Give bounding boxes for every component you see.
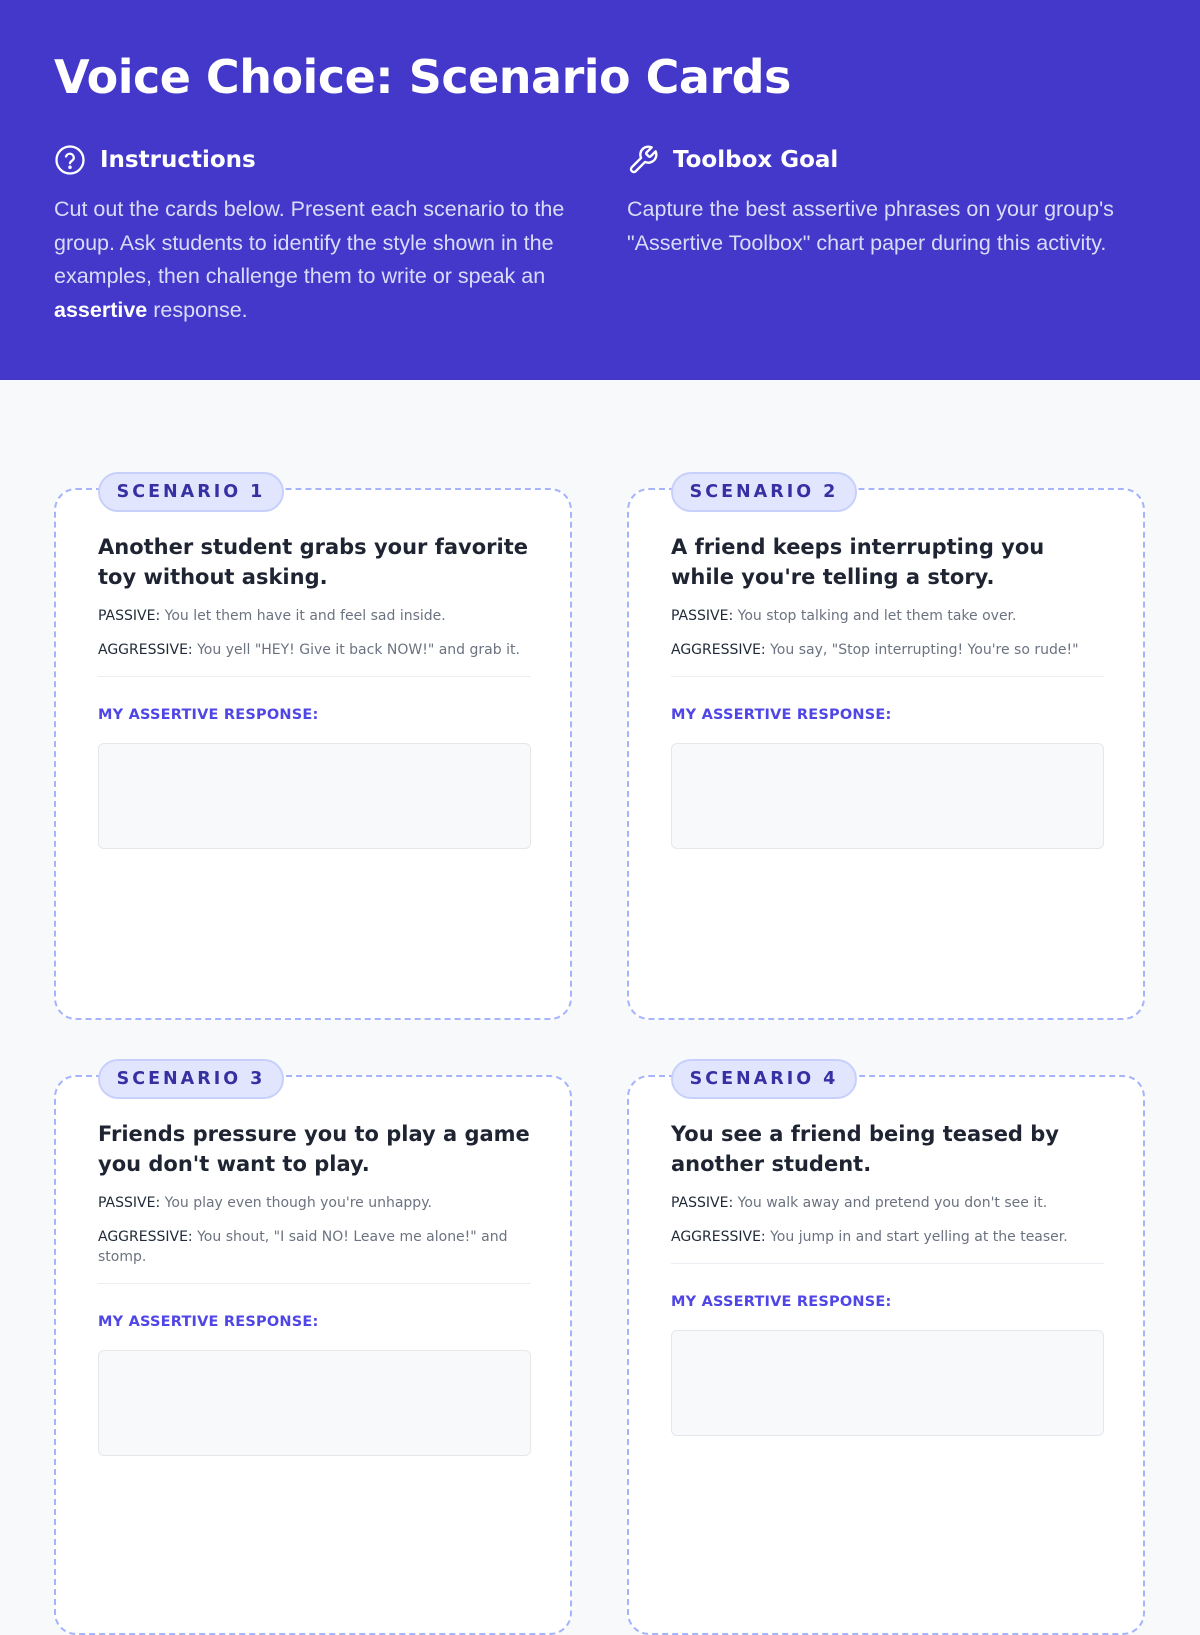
- aggressive-example: [98, 640, 531, 660]
- toolbox-goal-heading: [627, 143, 1152, 177]
- scenario-badge: SCENARIO 4: [671, 1059, 857, 1099]
- aggressive-label: AGGRESSIVE:: [671, 1229, 766, 1245]
- aggressive-label: AGGRESSIVE:: [98, 642, 193, 658]
- passive-example: [671, 1193, 1104, 1213]
- scenario-badge: SCENARIO 1: [98, 472, 284, 512]
- toolbox-goal-text: Capture the best assertive phrases on your group's "Assertive Toolbox" chart paper during this activity.: [627, 197, 1114, 255]
- toolbox-goal-section: [627, 143, 1152, 260]
- divider: [671, 1263, 1104, 1264]
- scenario-card: [54, 1069, 572, 1635]
- aggressive-text: You shout, "I said NO! Leave me alone!" and stomp.: [98, 1229, 508, 1265]
- passive-text: You let them have it and feel sad inside.: [164, 608, 446, 624]
- scenario-text: A friend keeps interrupting you while you're telling a story.: [671, 535, 1045, 589]
- passive-text: You play even though you're unhappy.: [164, 1195, 432, 1211]
- divider: [98, 1283, 531, 1284]
- card-body: [98, 1119, 531, 1456]
- response-box[interactable]: [98, 1350, 531, 1456]
- passive-text: You walk away and pretend you don't see it.: [737, 1195, 1048, 1211]
- scenario-text: You see a friend being teased by another student.: [671, 1122, 1059, 1176]
- passive-example: [98, 1193, 531, 1213]
- page-header: [0, 0, 1200, 380]
- scenario-card: [54, 482, 572, 1020]
- response-box[interactable]: [671, 743, 1104, 849]
- page-title: Voice Choice: Scenario Cards: [54, 50, 791, 104]
- aggressive-label: AGGRESSIVE:: [671, 642, 766, 658]
- divider: [98, 676, 531, 677]
- passive-example: [671, 606, 1104, 626]
- passive-example: [98, 606, 531, 626]
- response-box[interactable]: [671, 1330, 1104, 1436]
- scenario-text: Another student grabs your favorite toy without asking.: [98, 535, 528, 589]
- card-body: [671, 1119, 1104, 1436]
- help-circle-icon: [54, 144, 86, 176]
- scenario-badge: SCENARIO 3: [98, 1059, 284, 1099]
- passive-label: PASSIVE:: [671, 608, 734, 624]
- wrench-icon: [627, 144, 659, 176]
- aggressive-text: You yell "HEY! Give it back NOW!" and grab it.: [197, 642, 520, 658]
- instructions-title: Instructions: [100, 147, 256, 173]
- card-body: [98, 532, 531, 849]
- scenario-card: [627, 1069, 1145, 1635]
- passive-label: PASSIVE:: [98, 1195, 161, 1211]
- scenario-card: [627, 482, 1145, 1020]
- instructions-text: Cut out the cards below. Present each scenario to the group. Ask students to identify the style shown in the examples, then challenge them to write or speak an assertive response.: [54, 197, 565, 322]
- aggressive-text: You say, "Stop interrupting! You're so rude!": [770, 642, 1079, 658]
- response-label: MY ASSERTIVE RESPONSE:: [98, 707, 319, 723]
- aggressive-example: [671, 640, 1104, 660]
- aggressive-example: [98, 1227, 531, 1267]
- card-body: [671, 532, 1104, 849]
- passive-label: PASSIVE:: [98, 608, 161, 624]
- toolbox-goal-title: Toolbox Goal: [673, 147, 839, 173]
- divider: [671, 676, 1104, 677]
- scenario-text: Friends pressure you to play a game you don't want to play.: [98, 1122, 530, 1176]
- aggressive-text: You jump in and start yelling at the teaser.: [770, 1229, 1068, 1245]
- scenario-badge: SCENARIO 2: [671, 472, 857, 512]
- aggressive-example: [671, 1227, 1104, 1247]
- instructions-heading: [54, 143, 579, 177]
- instructions-section: [54, 143, 579, 327]
- passive-label: PASSIVE:: [671, 1195, 734, 1211]
- passive-text: You stop talking and let them take over.: [737, 608, 1017, 624]
- response-label: MY ASSERTIVE RESPONSE:: [98, 1314, 319, 1330]
- aggressive-label: AGGRESSIVE:: [98, 1229, 193, 1245]
- response-label: MY ASSERTIVE RESPONSE:: [671, 707, 892, 723]
- response-box[interactable]: [98, 743, 531, 849]
- response-label: MY ASSERTIVE RESPONSE:: [671, 1294, 892, 1310]
